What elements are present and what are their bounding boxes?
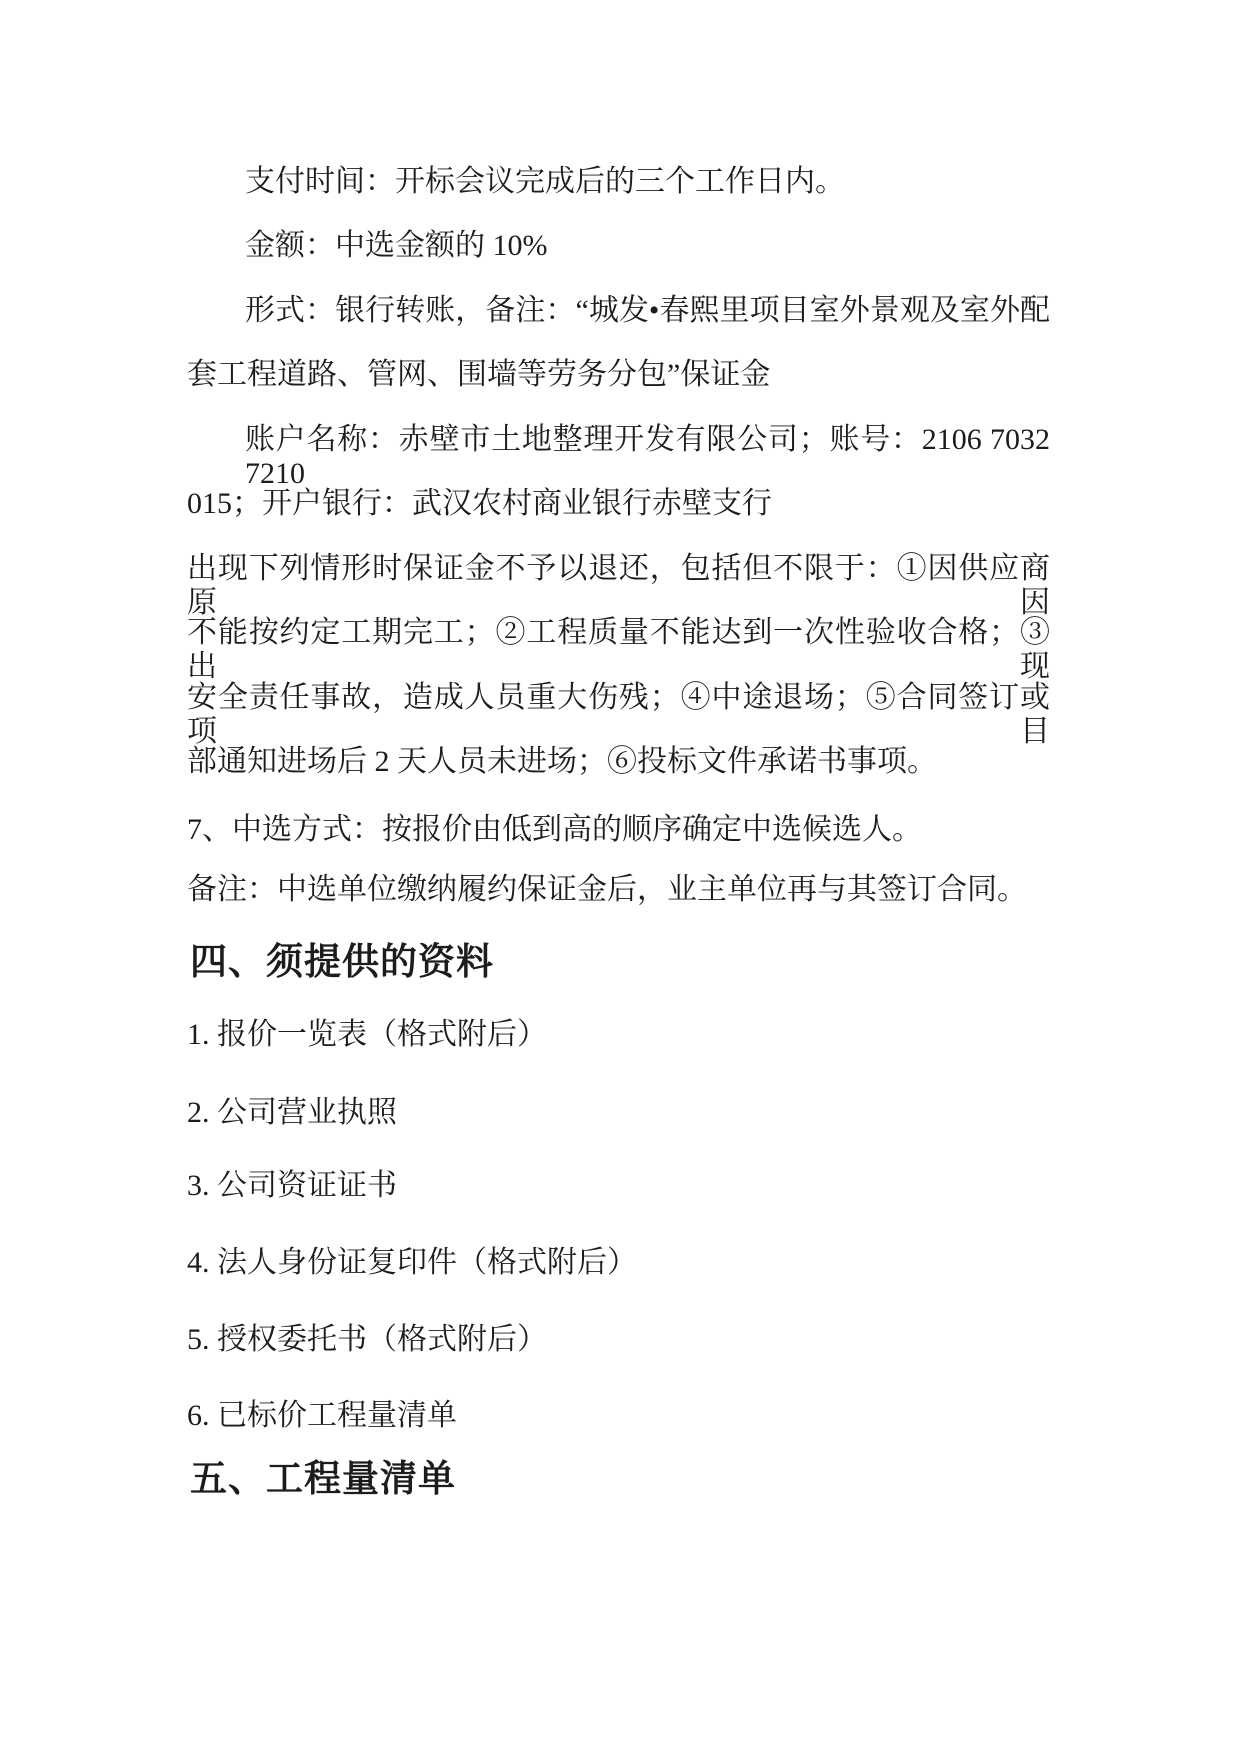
line-payment-form-1: 形式：银行转账，备注：“城发•春熙里项目室外景观及室外配 (245, 294, 1050, 327)
line-account-info-1: 账户名称：赤壁市土地整理开发有限公司；账号：2106 7032 7210 (245, 423, 1050, 490)
line-remark: 备注：中选单位缴纳履约保证金后，业主单位再与其签订合同。 (187, 873, 1027, 906)
list-item-4-legal-rep-id-copy: 4. 法人身份证复印件（格式附后） (187, 1246, 637, 1279)
heading-section-5-bill-of-quantities: 五、工程量清单 (190, 1459, 456, 1500)
list-item-2-business-license: 2. 公司营业执照 (187, 1096, 397, 1129)
line-account-info-2: 015；开户银行：武汉农村商业银行赤壁支行 (187, 487, 772, 520)
line-forfeit-clause-1: 出现下列情形时保证金不予以退还，包括但不限于：①因供应商原因 (187, 552, 1050, 619)
line-deposit-amount: 金额：中选金额的 10% (245, 229, 548, 262)
line-forfeit-clause-4: 部通知进场后 2 天人员未进场；⑥投标文件承诺书事项。 (187, 745, 937, 778)
heading-section-4-required-documents: 四、须提供的资料 (190, 942, 494, 983)
line-payment-time: 支付时间：开标会议完成后的三个工作日内。 (245, 165, 845, 198)
list-item-3-qualification-cert: 3. 公司资证证书 (187, 1169, 397, 1202)
line-forfeit-clause-3: 安全责任事故，造成人员重大伤残；④中途退场；⑤合同签订或项目 (187, 681, 1050, 748)
list-item-5-power-of-attorney: 5. 授权委托书（格式附后） (187, 1323, 547, 1356)
list-item-1-quotation-sheet: 1. 报价一览表（格式附后） (187, 1018, 547, 1051)
line-selection-method: 7、中选方式：按报价由低到高的顺序确定中选候选人。 (187, 813, 922, 846)
list-item-6-priced-boq: 6. 已标价工程量清单 (187, 1399, 457, 1432)
line-payment-form-2: 套工程道路、管网、围墙等劳务分包”保证金 (187, 358, 771, 391)
line-forfeit-clause-2: 不能按约定工期完工；②工程质量不能达到一次性验收合格；③出现 (187, 616, 1050, 683)
